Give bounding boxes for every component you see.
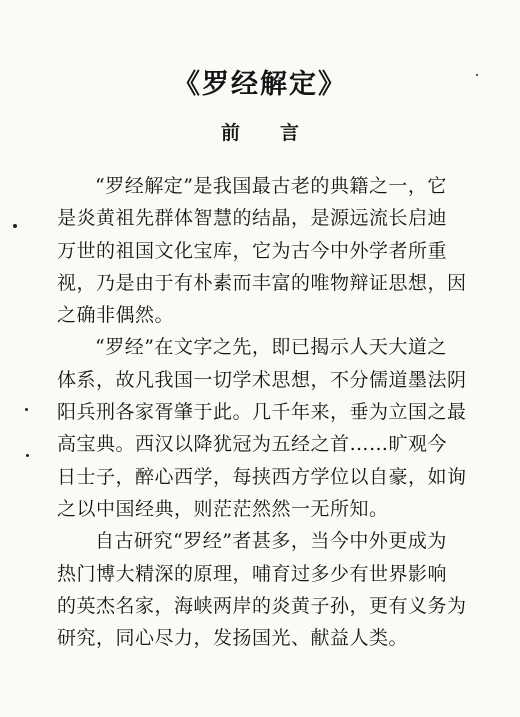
scan-speck [13, 224, 17, 228]
scan-speck [25, 408, 28, 411]
text-line: 体系，故凡我国一切学术思想，不分儒道墨法阴 [57, 368, 467, 391]
text-line: 的英杰名家，海峡两岸的炎黄子孙，更有义务为 [57, 594, 467, 617]
scan-speck [476, 74, 478, 76]
paragraph-2 [57, 331, 489, 525]
text-line: 高宝典。西汉以降犹冠为五经之首……旷观今 [57, 433, 448, 456]
text-line: 热门博大精深的原理，哺育过多少有世界影响 [57, 562, 448, 585]
scan-speck [26, 454, 29, 457]
text-line: “罗经解定”是我国最古老的典籍之一，它 [95, 175, 447, 197]
text-line: 自古研究“罗经”者甚多，当今中外更成为 [95, 530, 447, 553]
text-line: 视，乃是由于有朴素而丰富的唯物辩证思想，因 [57, 271, 467, 294]
text-line: 万世的祖国文化宝库，它为古今中外学者所重 [57, 239, 448, 262]
preface-body [57, 170, 489, 654]
section-title: 前言 [220, 122, 339, 144]
paragraph-3 [57, 525, 489, 654]
text-line: 之确非偶然。 [57, 304, 175, 327]
text-line: 日士子，醉心西学，每挟西方学位以自豪，如询 [57, 465, 467, 488]
book-title: 《罗经解定》 [173, 69, 347, 100]
text-line: “罗经”在文字之先，即已揭示人天大道之 [95, 336, 447, 359]
text-line: 是炎黄祖先群体智慧的结晶，是源远流长启迪 [57, 207, 448, 230]
paragraph-1 [57, 170, 489, 331]
text-line: 阳兵刑各家胥肇于此。几千年来，垂为立国之最 [57, 401, 467, 424]
text-line: 研究，同心尽力，发扬国光、献益人类。 [57, 627, 409, 650]
text-line: 之以中国经典，则茫茫然然一无所知。 [57, 497, 389, 520]
